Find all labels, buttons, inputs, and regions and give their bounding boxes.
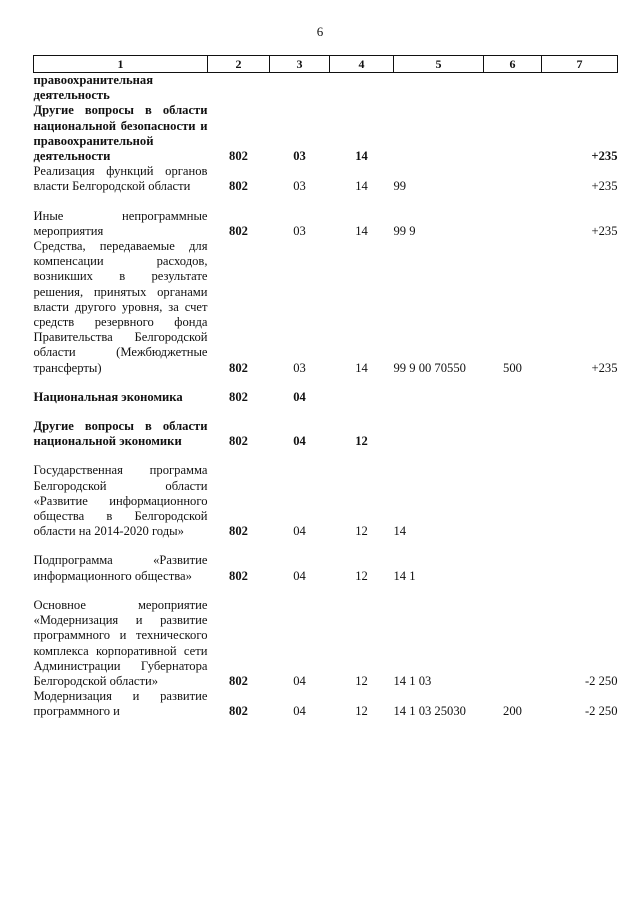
header-col-1: 1 <box>34 56 208 73</box>
row-spacer-cell <box>34 584 618 598</box>
row-name: Основное мероприятие «Модернизация и развитие программного и технического комплекса корпоративной сети Администрации Губернатора Белгородской области» <box>33 597 208 688</box>
row-code-target: 14 1 03 25030 <box>393 704 466 719</box>
row-code-section: 04 <box>293 568 306 583</box>
row-code-subsection: 14 <box>355 149 368 164</box>
row-code-target: 14 1 <box>393 568 416 583</box>
header-col-7: 7 <box>542 56 618 73</box>
row-code-expense-type: 500 <box>503 360 522 375</box>
row-name: Национальная экономика <box>33 389 183 404</box>
row-code-admin: 802 <box>229 223 248 238</box>
header-col-2: 2 <box>208 56 270 73</box>
row-spacer-cell <box>34 376 618 390</box>
page-number: 6 <box>316 24 324 39</box>
row-amount <box>542 73 618 104</box>
row-name: Модернизация и развитие программного и <box>33 689 208 719</box>
row-code-admin: 802 <box>229 360 248 375</box>
row-code-target: 99 <box>393 179 407 194</box>
row-spacer-cell <box>34 449 618 463</box>
row-spacer <box>34 195 618 209</box>
row-code-subsection: 12 <box>355 673 368 688</box>
row-amount <box>542 390 618 405</box>
row-code-section: 04 <box>293 673 306 688</box>
budget-table <box>33 55 618 720</box>
row-amount <box>542 419 618 449</box>
row-code-subsection: 14 <box>355 179 368 194</box>
row-code-expense-type <box>484 553 542 583</box>
row-code-expense-type <box>484 463 542 539</box>
row-code-target <box>394 390 484 405</box>
row-amount: -2 250 <box>584 704 618 719</box>
row-name: Подпрограмма «Развитие информационного общества» <box>33 553 208 583</box>
table-row <box>34 419 618 449</box>
row-spacer <box>34 584 618 598</box>
row-name: правоохранительная деятельность <box>33 73 154 103</box>
row-code-admin <box>208 73 270 104</box>
row-code-target <box>394 73 484 104</box>
row-amount: -2 250 <box>584 673 618 688</box>
header-col-6: 6 <box>484 56 542 73</box>
table-row <box>34 553 618 583</box>
row-code-admin: 802 <box>229 704 248 719</box>
row-code-expense-type <box>484 164 542 194</box>
row-code-target <box>394 419 484 449</box>
table-row <box>34 463 618 539</box>
row-name: Другие вопросы в области национальной экономики <box>33 419 208 449</box>
row-code-section: 04 <box>293 389 306 404</box>
row-code-target: 99 9 00 70550 <box>393 360 466 375</box>
row-amount: +235 <box>591 179 618 194</box>
row-code-expense-type <box>484 419 542 449</box>
row-amount: +235 <box>591 149 618 164</box>
row-code-section: 04 <box>293 524 306 539</box>
row-code-subsection: 12 <box>355 524 368 539</box>
row-code-section: 03 <box>293 149 306 164</box>
row-code-admin: 802 <box>229 434 248 449</box>
table-row <box>34 164 618 194</box>
row-name: Средства, передаваемые для компенсации расходов, возникших в результате решения, принятых органами власти другого уровня, за счет средств резервного фонда Правительства Белгородской области (Межбюджетные трансферты) <box>33 239 208 375</box>
row-code-section: 04 <box>293 434 306 449</box>
row-code-expense-type <box>484 390 542 405</box>
row-amount <box>542 553 618 583</box>
row-code-subsection: 12 <box>355 704 368 719</box>
row-name: Государственная программа Белгородской области «Развитие информационного общества в Белгородской области на 2014-2020 годы» <box>33 463 208 539</box>
row-amount: +235 <box>591 360 618 375</box>
table-row <box>34 689 618 719</box>
header-col-5: 5 <box>394 56 484 73</box>
row-amount <box>542 463 618 539</box>
row-code-admin: 802 <box>229 568 248 583</box>
row-code-admin: 802 <box>229 673 248 688</box>
row-code-section: 03 <box>293 223 306 238</box>
row-name: Реализация функций органов власти Белгородской области <box>33 164 208 194</box>
row-code-section: 03 <box>293 179 306 194</box>
row-spacer <box>34 449 618 463</box>
header-col-3: 3 <box>270 56 330 73</box>
row-code-expense-type: 200 <box>503 704 522 719</box>
row-code-expense-type <box>484 209 542 239</box>
row-code-expense-type <box>484 598 542 689</box>
row-code-section: 03 <box>293 360 306 375</box>
header-col-4: 4 <box>330 56 394 73</box>
row-code-target: 99 9 <box>393 223 416 238</box>
row-code-admin: 802 <box>229 389 248 404</box>
header-row <box>34 56 618 73</box>
row-code-subsection: 14 <box>355 223 368 238</box>
row-code-subsection: 12 <box>355 568 368 583</box>
row-spacer-cell <box>34 195 618 209</box>
table-row <box>34 598 618 689</box>
row-code-subsection <box>330 390 394 405</box>
row-code-target: 14 1 03 <box>393 673 432 688</box>
table-row <box>34 390 618 405</box>
row-code-subsection <box>330 73 394 104</box>
table-row <box>34 73 618 104</box>
row-name: Другие вопросы в области национальной безопасности и правоохранительной деятельности <box>33 103 208 164</box>
row-amount: +235 <box>591 223 618 238</box>
row-code-section: 04 <box>293 704 306 719</box>
table-row <box>34 239 618 376</box>
table-row <box>34 209 618 239</box>
row-code-admin: 802 <box>229 524 248 539</box>
row-spacer-cell <box>34 405 618 419</box>
table-row <box>34 103 618 164</box>
row-code-section <box>270 73 330 104</box>
row-spacer <box>34 405 618 419</box>
row-code-subsection: 14 <box>355 360 368 375</box>
row-code-expense-type <box>484 103 542 164</box>
row-spacer-cell <box>34 539 618 553</box>
row-code-target <box>394 103 484 164</box>
row-name: Иные непрограммные мероприятия <box>33 208 208 238</box>
row-code-admin: 802 <box>229 149 248 164</box>
row-code-admin: 802 <box>229 179 248 194</box>
row-code-target: 14 <box>393 524 407 539</box>
table-body <box>34 73 618 720</box>
row-spacer <box>34 376 618 390</box>
row-code-expense-type <box>484 73 542 104</box>
row-code-subsection: 12 <box>355 434 368 449</box>
row-spacer <box>34 539 618 553</box>
